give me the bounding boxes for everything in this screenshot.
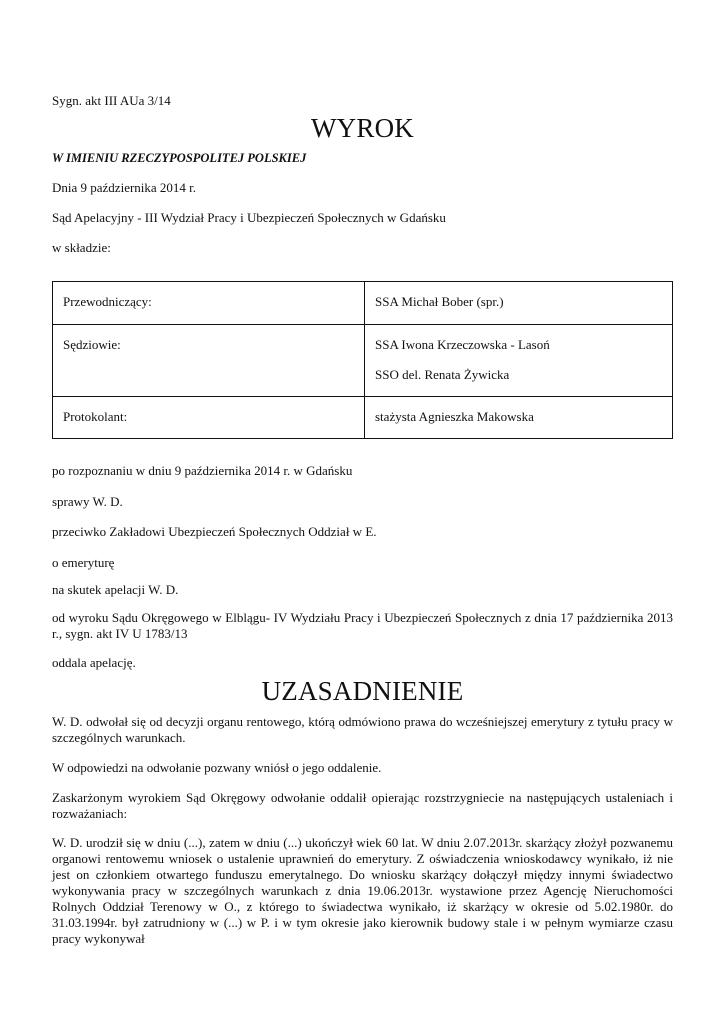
judgment-reference: od wyroku Sądu Okręgowego w Elblągu- IV Wydziału Pracy i Ubezpieczeń Społecznych z dnia 17 października 2013 r., sygn. akt IV U 1783/13 (52, 610, 673, 641)
justification-title: UZASADNIENIE (261, 676, 464, 706)
justification-paragraph: Zaskarżonym wyrokiem Sąd Okręgowy odwołanie oddalił opierając rozstrzygniecie na następujących ustaleniach i rozważaniach: (52, 790, 673, 821)
table-row (53, 282, 673, 325)
role-cell (53, 325, 365, 397)
verdict-title: WYROK (311, 113, 414, 143)
verdict-decision: oddala apelację. (52, 655, 136, 670)
justification-paragraph: W. D. odwołał się od decyzji organu rentowego, którą odmówiono prawa do wcześniejszej emerytury z tytułu pracy w szczególnych warunkach. (52, 714, 673, 745)
judge-name: SSO del. Renata Żywicka (375, 367, 510, 382)
table-row (53, 325, 673, 397)
clerk-name: stażysta Agnieszka Makowska (375, 409, 534, 424)
role-label: Przewodniczący: (63, 294, 152, 309)
appeal-info: na skutek apelacji W. D. (52, 582, 179, 597)
justification-paragraph: W odpowiedzi na odwołanie pozwany wniósł o jego oddalenie. (52, 760, 382, 775)
hearing-info: po rozpoznaniu w dniu 9 października 2014 r. w Gdańsku (52, 463, 353, 478)
judge-name: SSA Iwona Krzeczowska - Lasoń (375, 337, 550, 352)
case-party: sprawy W. D. (52, 494, 123, 509)
table-row (53, 397, 673, 439)
names-cell (365, 282, 673, 325)
role-label: Sędziowie: (63, 337, 121, 352)
judge-name: SSA Michał Bober (spr.) (375, 294, 504, 309)
case-respondent: przeciwko Zakładowi Ubezpieczeń Społecznych Oddział w E. (52, 524, 377, 539)
role-cell (53, 282, 365, 325)
names-cell (365, 397, 673, 439)
case-signature: Sygn. akt III AUa 3/14 (52, 93, 171, 108)
composition-table (52, 281, 673, 439)
role-cell (53, 397, 365, 439)
case-subject: o emeryturę (52, 555, 115, 570)
justification-paragraph: W. D. urodził się w dniu (...), zatem w dniu (...) ukończył wiek 60 lat. W dniu 2.07.2013r. skarżący złożył pozwanemu organowi rentowemu wniosek o ustalenie uprawnień do emerytury. Z oświadczenia wnioskodawcy wynikało, iż nie jest on członkiem otwartego funduszu emerytalnego. Do wniosku skarżący dołączył między innymi świadectwo wykonywania pracy w szczególnych warunkach z dnia 19.06.2013r. wystawione przez Agencję Nieruchomości Rolnych Oddział Terenowy w O., z którego to świadectwa wynikało, iż skarżący w okresie od 5.02.1980r. do 31.03.1994r. był zatrudniony w (...) w P. i w tym okresie jako kierownik budowy stale i w pełnym wymiarze czasu pracy wykonywał (52, 835, 673, 946)
role-label: Protokolant: (63, 409, 128, 424)
verdict-subtitle: W IMIENIU RZECZYPOSPOLITEJ POLSKIEJ (52, 151, 307, 165)
composition-intro: w składzie: (52, 240, 111, 255)
names-cell (365, 325, 673, 397)
court-name: Sąd Apelacyjny - III Wydział Pracy i Ubezpieczeń Społecznych w Gdańsku (52, 210, 446, 225)
verdict-date: Dnia 9 października 2014 r. (52, 180, 197, 195)
